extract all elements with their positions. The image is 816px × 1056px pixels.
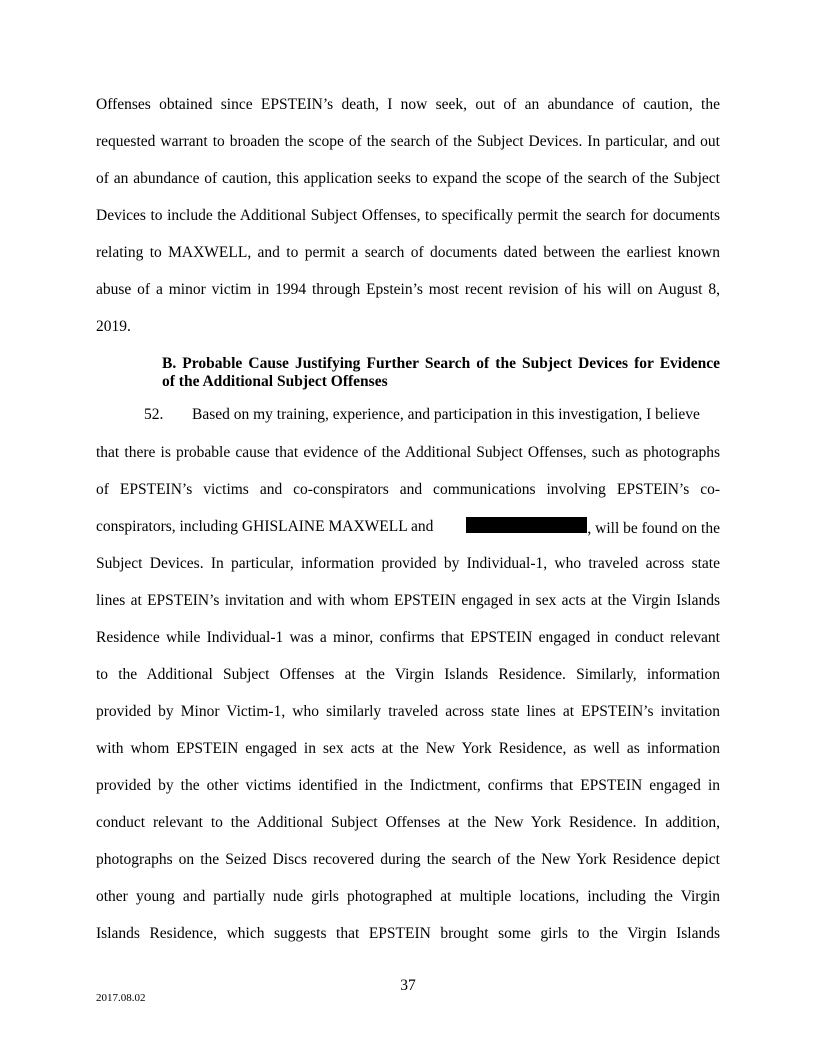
body-line: other young and partially nude girls photographed at multiple locations, including the Virgin — [96, 888, 720, 905]
page-number: 37 — [400, 977, 416, 994]
body-line-with-redaction — [96, 517, 720, 539]
body-line: that there is probable cause that evidence of the Additional Subject Offenses, such as photographs — [96, 444, 720, 461]
section-heading-line: of the Additional Subject Offenses — [162, 373, 388, 390]
body-line: with whom EPSTEIN engaged in sex acts at the New York Residence, as well as information — [96, 740, 720, 757]
body-line: provided by Minor Victim-1, who similarly traveled across state lines at EPSTEIN’s invitation — [96, 703, 720, 720]
paragraph-first-line — [96, 405, 720, 425]
text-before-redaction: conspirators, including GHISLAINE MAXWELL and — [96, 518, 434, 535]
body-line: 2019. — [96, 318, 131, 335]
body-line: Residence while Individual-1 was a minor, confirms that EPSTEIN engaged in conduct relevant — [96, 629, 720, 646]
body-line: to the Additional Subject Offenses at the Virgin Islands Residence. Similarly, information — [96, 666, 720, 683]
document-version-code: 2017.08.02 — [96, 992, 146, 1004]
body-line: conduct relevant to the Additional Subject Offenses at the New York Residence. In addition, — [96, 814, 720, 831]
body-line: of EPSTEIN’s victims and co-conspirators and communications involving EPSTEIN’s co- — [96, 481, 720, 498]
section-heading-line: B. Probable Cause Justifying Further Search of the Subject Devices for Evidence — [162, 355, 720, 372]
body-line: Subject Devices. In particular, information provided by Individual-1, who traveled across state — [96, 555, 720, 572]
text-after-redaction: , will be found on the — [587, 520, 720, 537]
body-line: lines at EPSTEIN’s invitation and with whom EPSTEIN engaged in sex acts at the Virgin Islands — [96, 592, 720, 609]
body-line: Offenses obtained since EPSTEIN’s death, I now seek, out of an abundance of caution, the — [96, 96, 720, 113]
body-line: photographs on the Seized Discs recovered during the search of the New York Residence depict — [96, 851, 720, 868]
body-line: relating to MAXWELL, and to permit a search of documents dated between the earliest known — [96, 244, 720, 261]
body-line: abuse of a minor victim in 1994 through Epstein’s most recent revision of his will on August 8, — [96, 281, 720, 298]
body-line: Islands Residence, which suggests that EPSTEIN brought some girls to the Virgin Islands — [96, 925, 720, 942]
body-line: provided by the other victims identified in the Indictment, confirms that EPSTEIN engaged in — [96, 777, 720, 794]
paragraph-text: Based on my training, experience, and participation in this investigation, I believe — [192, 406, 700, 423]
redaction-box — [466, 517, 587, 533]
body-line: requested warrant to broaden the scope of the search of the Subject Devices. In particular, and out — [96, 133, 720, 150]
paragraph-number: 52. — [144, 406, 164, 423]
body-line: of an abundance of caution, this application seeks to expand the scope of the search of the Subject — [96, 170, 720, 187]
body-line: Devices to include the Additional Subject Offenses, to specifically permit the search for documents — [96, 207, 720, 224]
